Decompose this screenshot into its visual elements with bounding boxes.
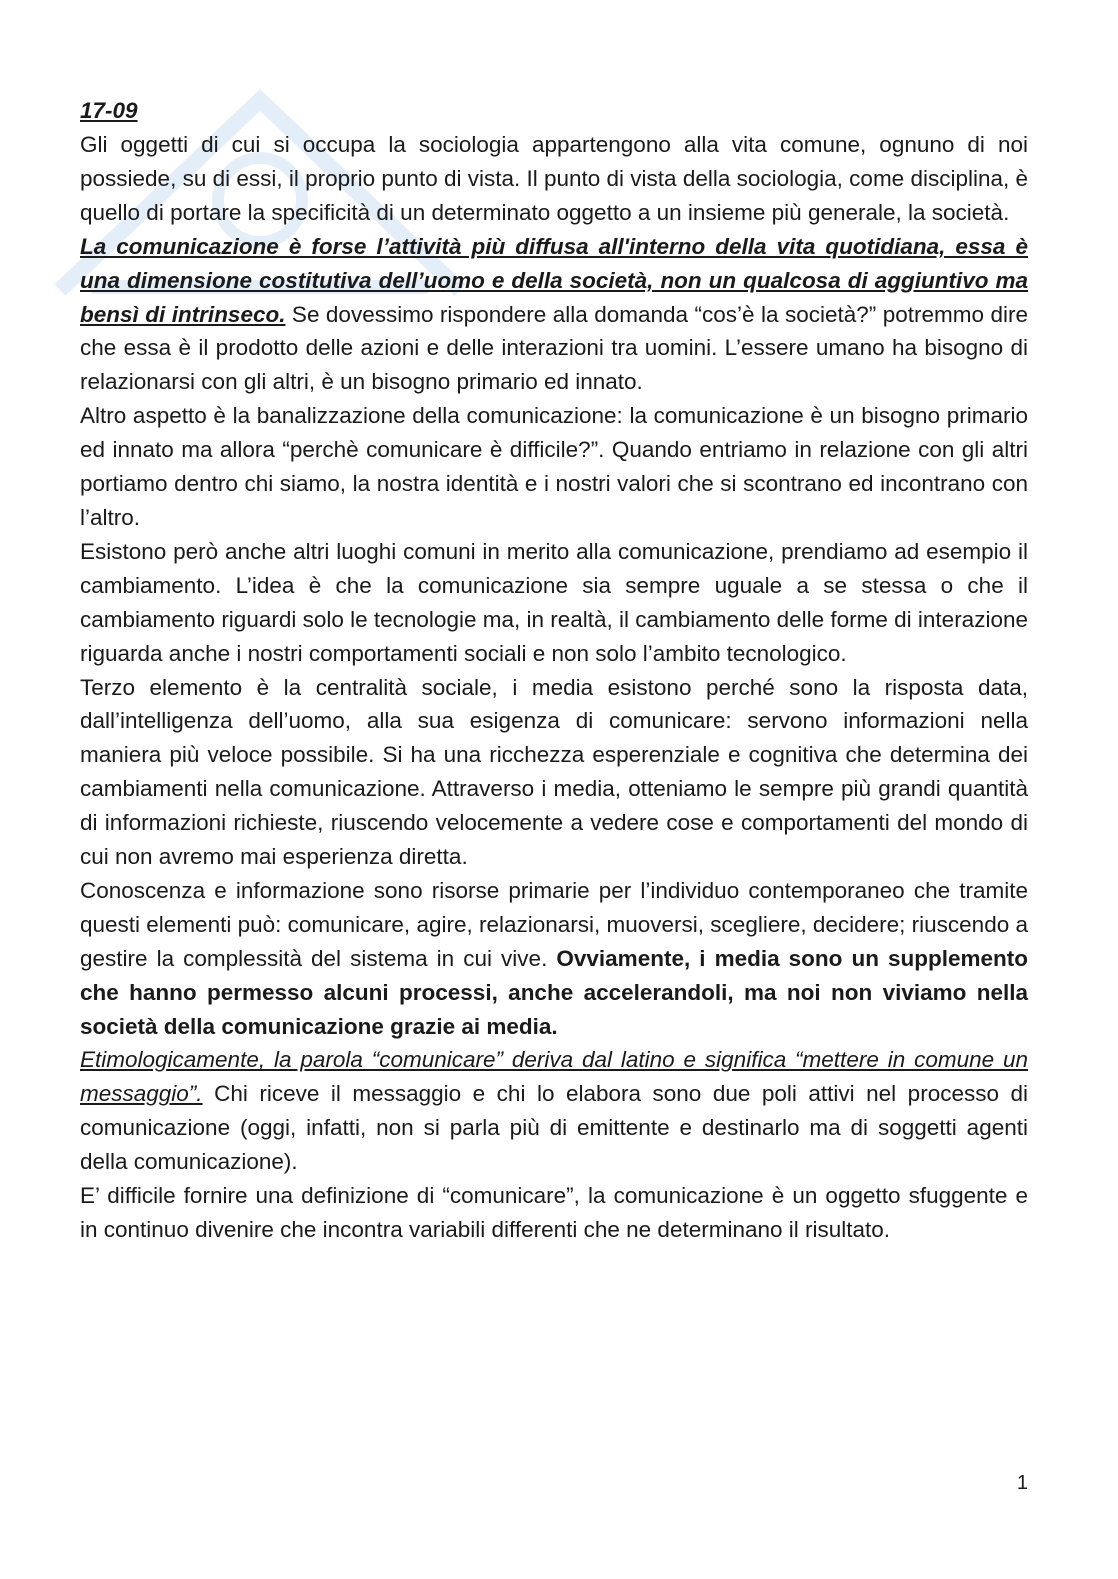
page-number: 1	[1016, 1472, 1028, 1494]
paragraph-8: E’ difficile fornire una definizione di “comunicare”, la comunicazione è un oggetto sfuggente e in continuo divenire che incontra variabili differenti che ne determinano il risultato.	[80, 1183, 1028, 1242]
paragraph-7-etymology: Etimologicamente, la parola “comunicare” deriva dal latino e significa “mettere in comune un messaggio”.	[80, 1047, 1028, 1107]
paragraph-6-bold: Ovviamente, i media sono un supplemento che hanno permesso alcuni processi, anche accelerandoli, ma noi non viviamo nella società della comunicazione grazie ai media.	[80, 945, 1029, 1039]
document-date: 17-09	[80, 98, 138, 123]
paragraph-3: Altro aspetto è la banalizzazione della comunicazione: la comunicazione è un bisogno primario ed innato ma allora “perchè comunicare è difficile?”. Quando entriamo in relazione con gli altri portiamo dentro chi siamo, la nostra identità e i nostri valori che si scontrano ed incontrano con l’altro.	[80, 403, 1028, 530]
paragraph-6	[80, 874, 1028, 1044]
paragraph-1: Gli oggetti di cui si occupa la sociologia appartengono alla vita comune, ognuno di noi possiede, su di essi, il proprio punto di vista. Il punto di vista della sociologia, come disciplina, è quello di portare la specificità di un determinato oggetto a un insieme più generale, la società.	[80, 132, 1029, 225]
paragraph-5: Terzo elemento è la centralità sociale, i media esistono perché sono la risposta data, dall’intelligenza dell’uomo, alla sua esigenza di comunicare: servono informazioni nella maniera più veloce possibile. Si ha una ricchezza esperenziale e cognitiva che determina dei cambiamenti nella comunicazione. Attraverso i media, otteniamo le sempre più grandi quantità di informazioni richieste, riuscendo velocemente a vedere cose e comportamenti del mondo di cui non avremo mai esperienza diretta.	[80, 674, 1028, 870]
paragraph-7-rest: Chi riceve il messaggio e chi lo elabora sono due poli attivi nel processo di comunicazione (oggi, infatti, non si parla più di emittente e destinarlo ma di soggetti agenti della comunicazione).	[80, 1081, 1028, 1175]
paragraph-2-rest: Se dovessimo rispondere alla domanda “cos’è la società?” potremmo dire che essa è il prodotto delle azioni e delle interazioni tra uomini. L’essere umano ha bisogno di relazionarsi con gli altri, è un bisogno primario ed innato.	[80, 301, 1028, 395]
paragraph-4: Esistono però anche altri luoghi comuni in merito alla comunicazione, prendiamo ad esempio il cambiamento. L’idea è che la comunicazione sia sempre uguale a se stessa o che il cambiamento riguardi solo le tecnologie ma, in realtà, il cambiamento delle forme di interazione riguarda anche i nostri comportamenti sociali e non solo l’ambito tecnologico.	[80, 538, 1028, 666]
paragraph-6-plain: Conoscenza e informazione sono risorse primarie per l’individuo contemporaneo che tramite questi elementi può: comunicare, agire, relazionarsi, muoversi, scegliere, decidere; riuscendo a gestire la complessità del sistema in cui vive.	[80, 877, 1028, 971]
paragraph-7	[80, 1043, 1028, 1179]
paragraph-2-emphasis: La comunicazione è forse l’attività più diffusa all'interno della vita quotidiana, essa è una dimensione costitutiva dell’uomo e della società, non un qualcosa di aggiuntivo ma bensì di intrinseco.	[80, 233, 1028, 327]
paragraph-2	[80, 230, 1028, 400]
document-page	[80, 94, 1028, 1247]
